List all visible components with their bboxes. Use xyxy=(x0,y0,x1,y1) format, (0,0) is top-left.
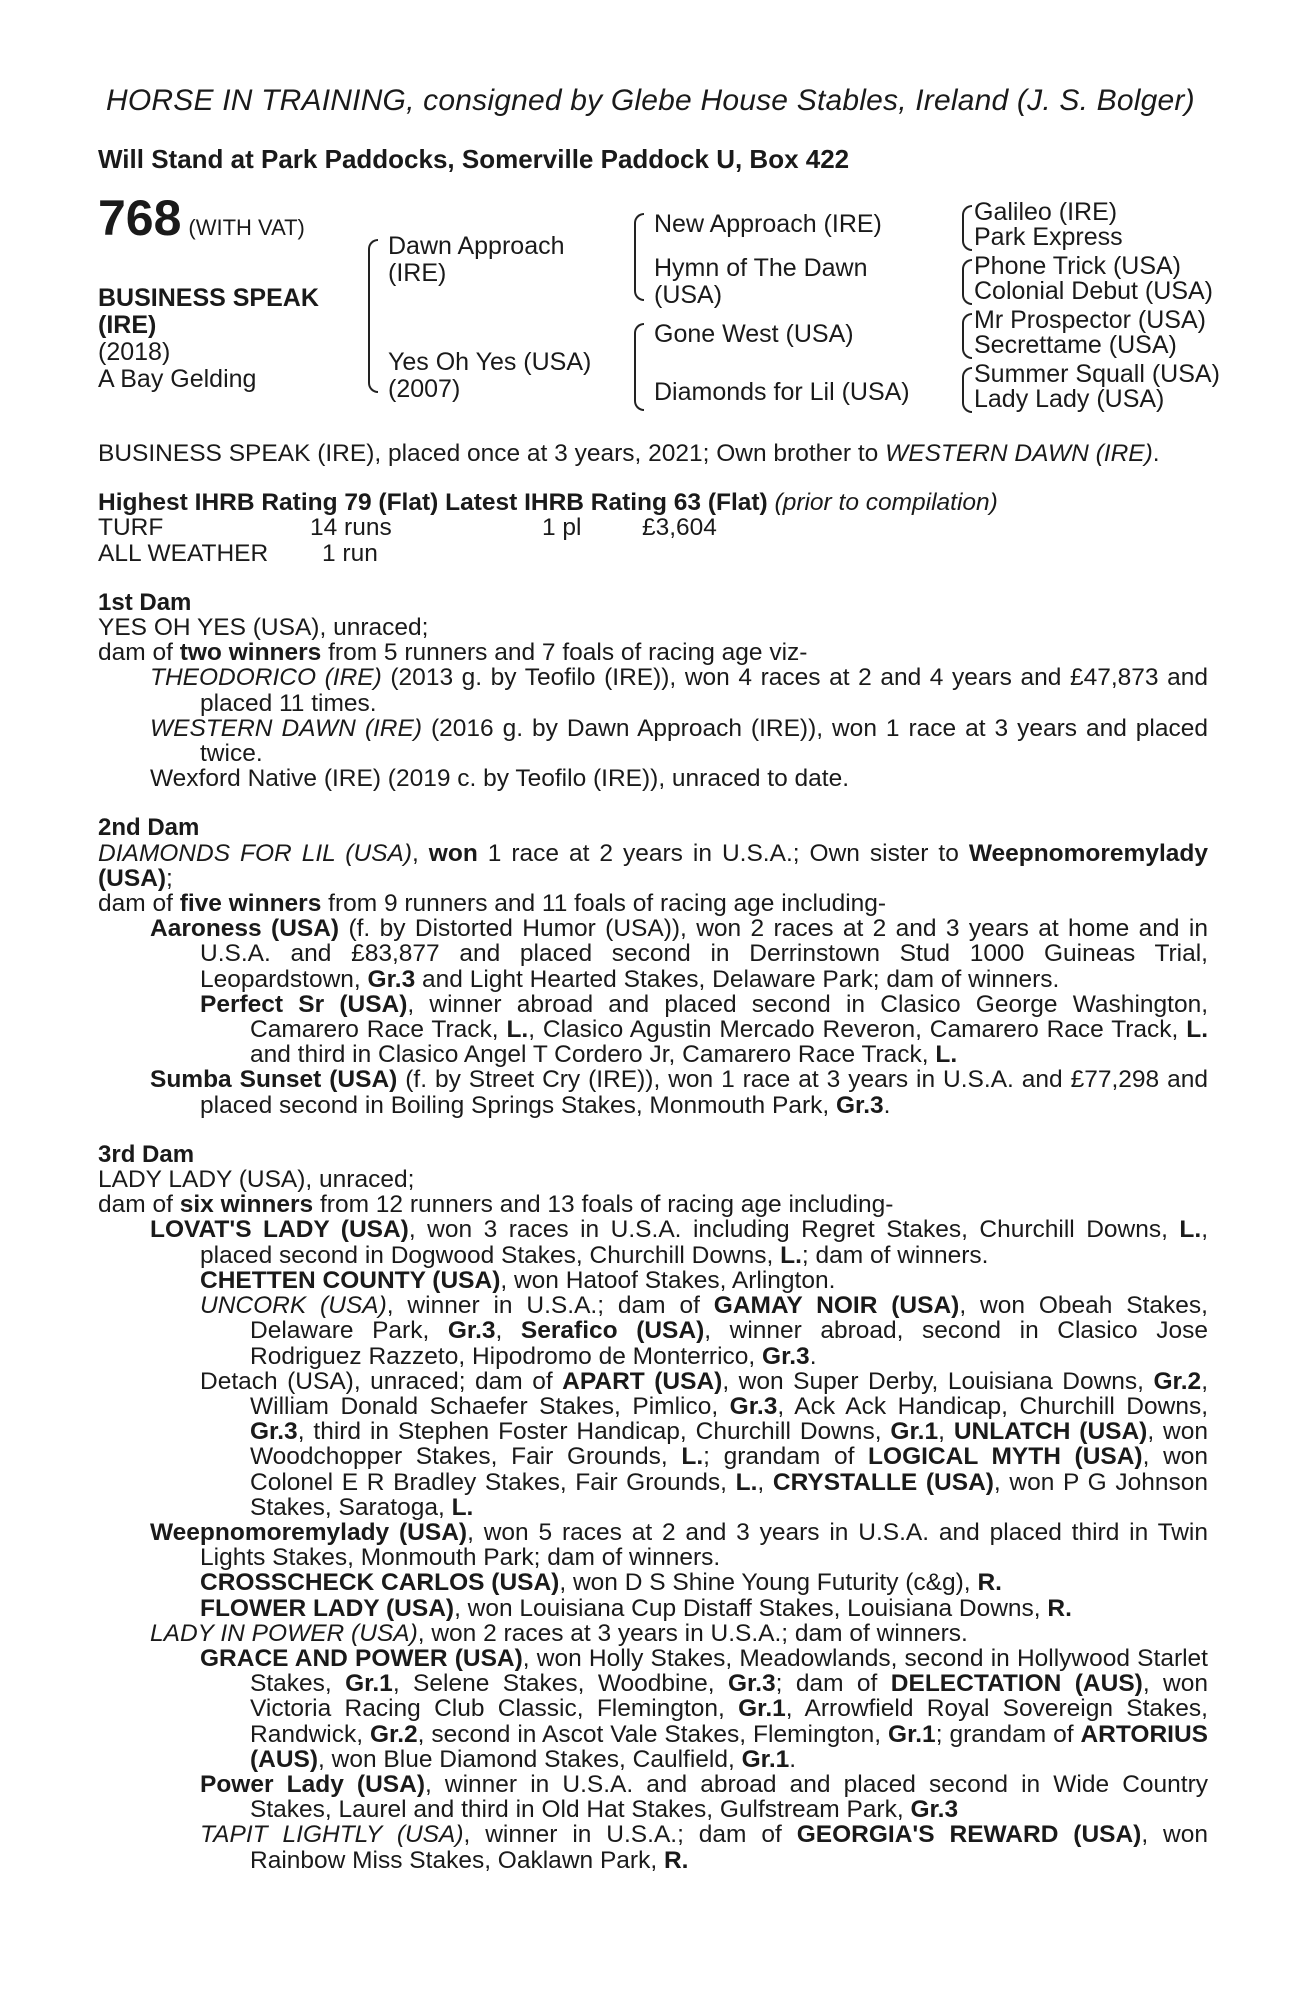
dam-line1: Yes Oh Yes (USA) xyxy=(388,348,592,376)
progeny-power-lady: Power Lady (USA), winner in U.S.A. and abroad and placed second in Wide Country Stakes, Laurel and third in Old Hat Stakes, Gulfstream Park, Gr.3 xyxy=(200,1770,1208,1824)
vat-label: (WITH VAT) xyxy=(188,215,305,240)
brace-gen3-b xyxy=(962,259,972,305)
progeny-grace-and-power: GRACE AND POWER (USA), won Holly Stakes, Meadowlands, second in Hollywood Starlet Stakes, Gr.1, Selene Stakes, Woodbine, Gr.3; dam of DELECTATION (AUS), won Victoria Racing Club Classic, Flemington, Gr.1, Arrowfield Royal Sovereign Stakes, Randwick, Gr.2, second in Ascot Vale Stakes, Flemington, Gr.1; grandam of ARTORIUS (AUS), won Blue Diamond Stakes, Caulfield, Gr.1. xyxy=(200,1644,1208,1773)
all-weather-row: ALL WEATHER 1 run xyxy=(98,539,378,567)
first-dam-name: YES OH YES (USA), unraced; xyxy=(98,614,429,642)
sire-dam-sire: Phone Trick (USA) xyxy=(974,252,1182,280)
progeny-sumba-sunset: Sumba Sunset (USA) (f. by Street Cry (IRE)), won 1 race at 3 years in U.S.A. and £77,298 and placed second in Boiling Springs Stakes, Monmouth Park, Gr.3. xyxy=(150,1066,1208,1119)
third-dam-section xyxy=(98,1142,1208,1873)
dam-sire-dam: Secrettame (USA) xyxy=(974,331,1177,359)
progeny-aaroness: Aaroness (USA) (f. by Distorted Humor (USA)), won 2 races at 2 and 3 years at home and in U.S.A. and £83,877 and placed second in Derrinstown Stud 1000 Guineas Trial, Leopardstown, Gr.3 and Light Hearted Stakes, Delaware Park; dam of winners. xyxy=(150,915,1208,993)
progeny-western-dawn: WESTERN DAWN (IRE) (2016 g. by Dawn Approach (IRE)), won 1 race at 3 years and placed twice. xyxy=(150,714,1209,768)
progeny-uncork: UNCORK (USA), winner in U.S.A.; dam of GAMAY NOIR (USA), won Obeah Stakes, Delaware Park, Gr.3, Serafico (USA), winner abroad, second in Clasico Jose Rodriguez Razzeto, Hipodromo de Monterrico, Gr.3. xyxy=(200,1292,1208,1370)
sire-sire-sire: Galileo (IRE) xyxy=(974,198,1118,226)
sire-line2: (IRE) xyxy=(388,259,447,287)
brace-sire-parents xyxy=(634,213,644,301)
third-dam-heading: 3rd Dam xyxy=(98,1140,195,1168)
sire xyxy=(388,233,565,287)
stand-location: Will Stand at Park Paddocks, Somerville Paddock U, Box 422 xyxy=(98,144,850,174)
sire-line1: Dawn Approach xyxy=(388,232,565,260)
progeny-crosscheck-carlos: CROSSCHECK CARLOS (USA), won D S Shine Young Futurity (c&g), R. xyxy=(200,1569,1002,1597)
dam-line2: (2007) xyxy=(388,375,461,403)
brace-gen3-a xyxy=(962,205,972,251)
dam-sire: Gone West (USA) xyxy=(654,320,854,348)
horse-name: BUSINESS SPEAK xyxy=(98,284,319,312)
horse-description: A Bay Gelding xyxy=(98,365,257,393)
progeny-weepnomoremylady: Weepnomoremylady (USA), won 5 races at 2 and 3 years in U.S.A. and placed third in Twin Lights Stakes, Monmouth Park; dam of winners. xyxy=(150,1518,1208,1572)
second-dam-name: DIAMONDS FOR LIL (USA), won 1 race at 2 years in U.S.A.; Own sister to Weepnomoremylady (USA); xyxy=(98,839,1208,892)
progeny-lady-in-power: LADY IN POWER (USA), won 2 races at 3 years in U.S.A.; dam of winners. xyxy=(150,1619,968,1647)
progeny-theodorico: THEODORICO (IRE) (2013 g. by Teofilo (IRE)), won 4 races at 2 and 4 years and £47,873 and placed 11 times. xyxy=(150,664,1208,717)
second-dam-heading: 2nd Dam xyxy=(98,814,200,842)
pedigree-block xyxy=(98,190,1220,441)
progeny-lovats-lady: LOVAT'S LADY (USA), won 3 races in U.S.A. including Regret Stakes, Churchill Downs, L., placed second in Dogwood Stakes, Churchill Downs, L.; dam of winners. xyxy=(150,1216,1208,1269)
progeny-tapit-lightly: TAPIT LIGHTLY (USA), winner in U.S.A.; dam of GEORGIA'S REWARD (USA), won Rainbow Miss Stakes, Oaklawn Park, R. xyxy=(200,1821,1209,1874)
turf-row: TURF 14 runs 1 pl £3,604 xyxy=(98,514,717,542)
sire-dam-dam: Colonial Debut (USA) xyxy=(974,277,1213,305)
second-dam-summary: dam of five winners from 9 runners and 11 foals of racing age including- xyxy=(98,890,887,918)
third-dam-summary: dam of six winners from 12 runners and 13 foals of racing age including- xyxy=(98,1191,894,1219)
progeny-wexford-native: Wexford Native (IRE) (2019 c. by Teofilo (IRE)), unraced to date. xyxy=(150,765,850,793)
dam-dam-sire: Summer Squall (USA) xyxy=(974,360,1220,388)
horse-name-country: (IRE) xyxy=(98,311,157,339)
brace-first-gen xyxy=(368,239,378,393)
dam-dam-dam: Lady Lady (USA) xyxy=(974,385,1165,413)
progeny-chetten-county: CHETTEN COUNTY (USA), won Hatoof Stakes, Arlington. xyxy=(200,1266,836,1294)
first-dam-section xyxy=(98,590,1208,792)
brace-gen3-c xyxy=(962,313,972,359)
dam-sire-sire: Mr Prospector (USA) xyxy=(974,306,1206,334)
progeny-detach: Detach (USA), unraced; dam of APART (USA), won Super Derby, Louisiana Downs, Gr.2, William Donald Schaefer Stakes, Pimlico, Gr.3, Ack Ack Handicap, Churchill Downs, Gr.3, third in Stephen Foster Handicap, Churchill Downs, Gr.1, UNLATCH (USA), won Woodchopper Stakes, Fair Grounds, L.; grandam of LOGICAL MYTH (USA), won Colonel E R Bradley Stakes, Fair Grounds, L., CRYSTALLE (USA), won P G Johnson Stakes, Saratoga, L. xyxy=(200,1367,1209,1521)
race-record-table xyxy=(98,515,717,565)
progeny-perfect-sr: Perfect Sr (USA), winner abroad and placed second in Clasico George Washington, Camarero Race Track, L., Clasico Agustin Mercado Reveron, Camarero Race Track, L. and third in Clasico Angel T Cordero Jr, Camarero Race Track, L. xyxy=(200,990,1209,1069)
catalogue-page xyxy=(98,84,1220,1874)
lot-number-line xyxy=(98,190,305,246)
third-dam-name: LADY LADY (USA), unraced; xyxy=(98,1166,415,1194)
first-dam-heading: 1st Dam xyxy=(98,588,192,616)
second-dam-section xyxy=(98,815,1208,1117)
brace-gen3-d xyxy=(962,367,972,413)
catalogue-text xyxy=(98,441,1208,1873)
sire-dam-line2: (USA) xyxy=(654,281,723,309)
dam-dam: Diamonds for Lil (USA) xyxy=(654,378,910,406)
horse-year: (2018) xyxy=(98,338,171,366)
brace-dam-parents xyxy=(634,323,644,411)
sire-dam-line1: Hymn of The Dawn xyxy=(654,254,868,282)
horse-info xyxy=(98,285,319,393)
sire-dam xyxy=(654,255,868,309)
first-dam-summary: dam of two winners from 5 runners and 7 foals of racing age viz- xyxy=(98,639,808,667)
dam xyxy=(388,349,591,403)
rating-line: Highest IHRB Rating 79 (Flat) Latest IHRB Rating 63 (Flat) (prior to compilation) xyxy=(98,489,998,517)
lot-number: 768 xyxy=(98,190,182,246)
consignor-header: HORSE IN TRAINING, consigned by Glebe House Stables, Ireland (J. S. Bolger) xyxy=(106,84,1195,117)
sire-sire: New Approach (IRE) xyxy=(654,210,882,238)
progeny-flower-lady: FLOWER LADY (USA), won Louisiana Cup Distaff Stakes, Louisiana Downs, R. xyxy=(200,1594,1072,1622)
sire-sire-dam: Park Express xyxy=(974,223,1123,251)
race-summary: BUSINESS SPEAK (IRE), placed once at 3 years, 2021; Own brother to WESTERN DAWN (IRE). xyxy=(98,440,1160,467)
ratings-section xyxy=(98,490,1208,566)
